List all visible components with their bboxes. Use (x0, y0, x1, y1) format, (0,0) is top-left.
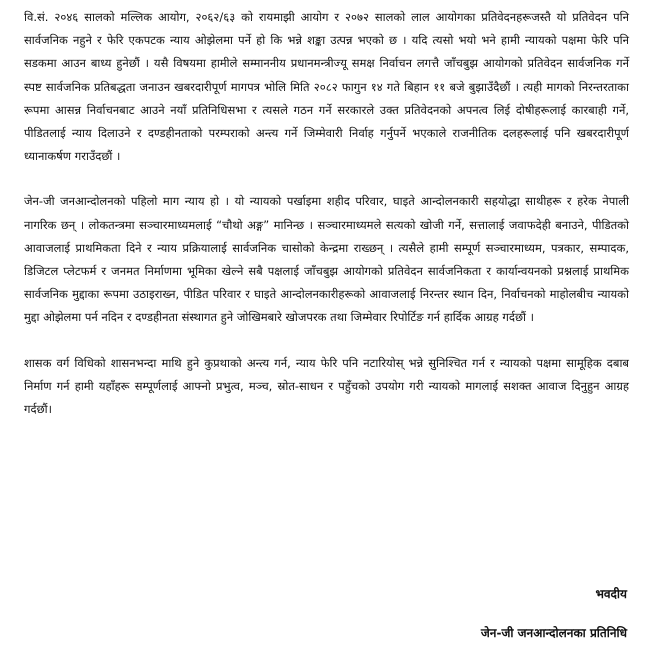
paragraph-2: जेन-जी जनआन्दोलनको पहिलो माग न्याय हो । यो न्यायको पर्खाइमा शहीद परिवार, घाइते आन्दोलनकारी सहयोद्धा साथीहरू र हरेक नेपाली नागरिक छन् । लोकतन्त्रमा सञ्चारमाध्यमलाई “चौथो अङ्ग” मानिन्छ । सञ्चारमाध्यमले सत्यको खोजी गर्ने, सत्तालाई जवाफदेही बनाउने, पीडितको आवाजलाई प्राथमिकता दिने र न्याय प्रक्रियालाई सार्वजनिक चासोको केन्द्रमा राख्छन् । त्यसैले हामी सम्पूर्ण सञ्चारमाध्यम, पत्रकार, सम्पादक, डिजिटल प्लेटफर्म र जनमत निर्माणमा भूमिका खेल्ने सबै पक्षलाई जाँचबुझ आयोगको प्रतिवेदन सार्वजनिकता र कार्यान्वयनको प्रश्नलाई प्राथमिक सार्वजनिक मुद्दाका रूपमा उठाइराख्न, पीडित परिवार र घाइते आन्दोलनकारीहरूको आवाजलाई निरन्तर स्थान दिन, निर्वाचनको माहोलबीच न्यायको मुद्दा ओझेलमा पर्न नदिन र दण्डहीनता संस्थागत हुने जोखिमबारे खोजपरक तथा जिम्मेवार रिपोर्टिङ गर्न हार्दिक आग्रह गर्दछौं । (24, 194, 629, 325)
paragraph-3: शासक वर्ग विधिको शासनभन्दा माथि हुने कुप्रथाको अन्त्य गर्न, न्याय फेरि पनि नटारियोस् भन्ने सुनिश्चित गर्न र न्यायको पक्षमा सामूहिक दबाब निर्माण गर्न हामी यहाँहरू सम्पूर्णलाई आफ्नो प्रभुत्व, मञ्च, स्रोत-साधन र पहुँचको उपयोग गरी न्यायको मागलाई सशक्त आवाज दिनुहुन आग्रह गर्दछौं। (24, 355, 629, 417)
signature-line: जेन-जी जनआन्दोलनका प्रतिनिधि (480, 626, 627, 640)
paragraph-1: वि.सं. २०४६ सालको मल्लिक आयोग, २०६२/६३ को रायमाझी आयोग र २०७२ सालको लाल आयोगका प्रतिवेदनहरूजस्तै यो प्रतिवेदन पनि सार्वजनिक नहुने र फेरि एकपटक न्याय ओझेलमा पर्ने हो कि भन्ने शङ्का उत्पन्न भएको छ । यदि त्यसो भयो भने हामी न्यायको पक्षमा फेरि पनि सडकमा आउन बाध्य हुनेछौं । यसै विषयमा हामीले सम्माननीय प्रधानमन्त्रीज्यू समक्ष निर्वाचन लगत्तै जाँचबुझ आयोगको प्रतिवेदन सार्वजनिक गर्ने स्पष्ट सार्वजनिक प्रतिबद्धता जनाउन खबरदारीपूर्ण मागपत्र भोलि मिति २०८२ फागुन १४ गते बिहान ११ बजे बुझाउँदैछौं । त्यही मागको निरन्तरताका रूपमा आसन्न निर्वाचनबाट आउने नयाँ प्रतिनिधिसभा र त्यसले गठन गर्ने सरकारले उक्त प्रतिवेदनको अपनत्व लिई दोषीहरूलाई कारबाही गर्ने, पीडितलाई न्याय दिलाउने र दण्डहीनताको परम्पराको अन्त्य गर्ने जिम्मेवारी निर्वाह गर्नुपर्ने भएकाले राजनीतिक दलहरूलाई पनि खबरदारीपूर्ण ध्यानाकर्षण गराउँदछौं । (24, 10, 629, 164)
closing-salutation: भवदीय (595, 587, 627, 601)
